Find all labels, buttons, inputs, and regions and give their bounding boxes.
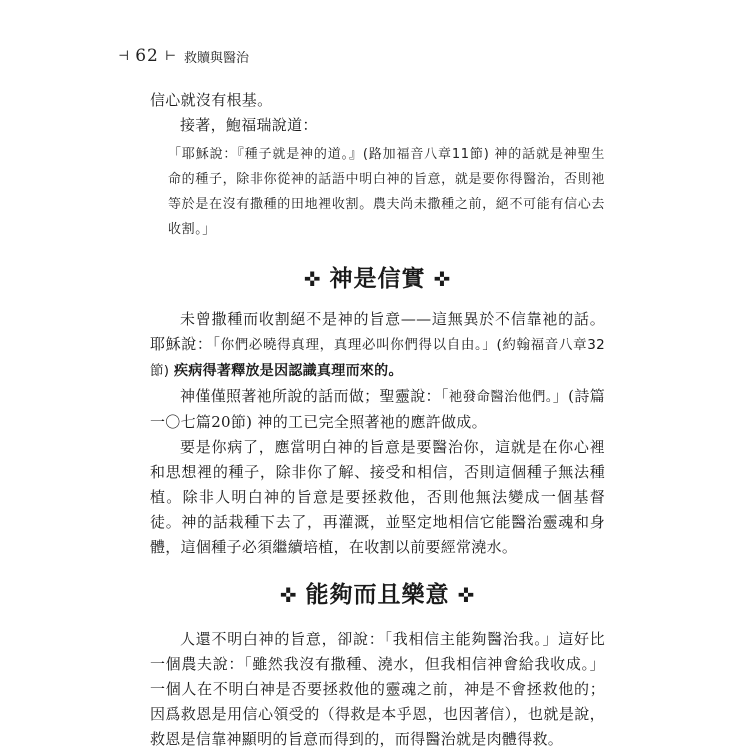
section1-paragraph-2: [150, 384, 605, 435]
text-run: 神僅僅照著祂所說的話而做；聖靈說：「: [180, 387, 449, 405]
left-ornament-icon: ⊣: [118, 48, 130, 64]
section-heading-1: [150, 260, 605, 293]
scripture-reference: 」(約翰福音八章32節): [150, 337, 605, 379]
paragraph-1: 信心就沒有根基。: [150, 91, 273, 109]
page-body: [150, 88, 605, 752]
right-ornament-icon: ⊢: [164, 48, 177, 64]
paragraph-2: 接著，鮑福瑞說道：: [180, 116, 318, 134]
section1-paragraph-1: [150, 307, 605, 384]
section-title-2: 能夠而且樂意: [305, 582, 450, 608]
emphasis-text: 疾病得著釋放是因認識真理而來的。: [173, 363, 403, 379]
section-title-1: 神是信實: [329, 266, 426, 292]
text-run: 」(詩篇一〇七篇20節) 神的工已完全照著祂的應許做成。: [150, 387, 605, 431]
cross-ornament-icon: ✜: [303, 267, 322, 291]
scripture-quote: 你們必曉得真理，真理必叫你們得以自由。: [220, 337, 483, 353]
text-run: 未曾撒種而收割絕不是神的旨意——這無異於不信靠祂的話。耶穌說：「: [150, 310, 605, 353]
cross-ornament-icon: ✜: [433, 267, 452, 291]
running-header: [118, 46, 249, 66]
section-heading-2: [150, 576, 605, 609]
section1-paragraph-3: 要是你病了，應當明白神的旨意是要醫治你，這就是在你心裡和思想裡的種子，除非你了解、接受和相信，否則這個種子無法種植。除非人明白神的旨意是要拯救他，否則他無法變成一個基督徒。神的話栽種下去了，再灌溉，並堅定地相信它能醫治靈魂和身體，這個種子必須繼續培植，在收割以前要經常澆水。: [150, 438, 605, 556]
block-quote: 「耶穌說：『種子就是神的道。』(路加福音八章11節) 神的話就是神聖生命的種子，除非你從神的話語中明白神的旨意，就是要你得醫治，否則祂等於是在沒有撒種的田地裡收割。農夫尚未撒種之前，絕不可能有信心去收割。」: [168, 147, 605, 237]
scripture-quote: 祂發命醫治他們。: [448, 389, 553, 405]
section2-paragraph-1: 人還不明白神的旨意，卻說：「我相信主能夠醫治我。」這好比一個農夫說：「雖然我沒有撒種、澆水，但我相信神會給我收成。」一個人在不明白神是否要拯救他的靈魂之前，神是不會拯救他的；因爲救恩是用信心領受的（得救是本乎恩，也因著信），也就是說，救恩是信靠神顯明的旨意而得到的，而得醫治就是肉體得救。: [150, 630, 605, 748]
cross-ornament-icon: ✜: [279, 583, 298, 607]
running-title: 救贖與醫治: [184, 50, 250, 66]
cross-ornament-icon: ✜: [457, 583, 476, 607]
page-number: 62: [135, 46, 159, 66]
